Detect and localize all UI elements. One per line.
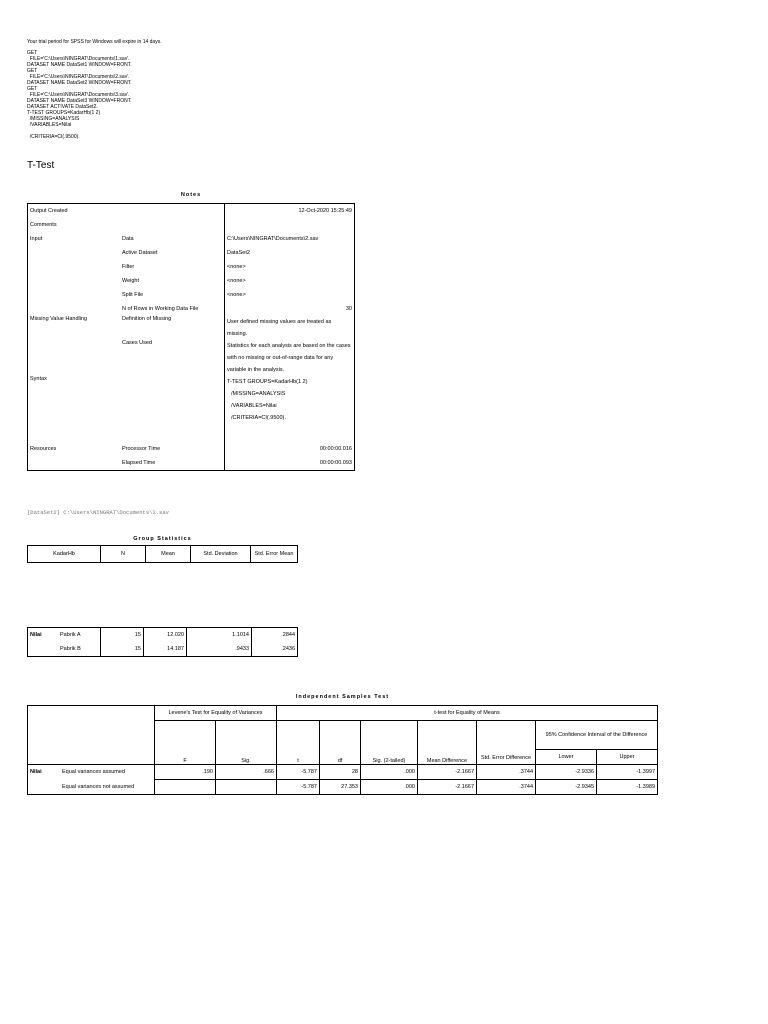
section-heading: T-Test [27,160,55,171]
column-header: Std. Deviation [191,546,251,563]
syntax-line: T-TEST GROUPS=KadarHb(1 2) [27,110,101,116]
notes-sublabel: Definition of Missing [120,316,225,340]
syntax-line: DATASET ACTIVATE DataSet2. [27,104,98,110]
syntax-log [27,50,132,140]
column-group-header: t-test for Equality of Means [277,706,658,721]
notes-sublabel: Filter [120,260,225,274]
notes-value: 12-Oct-2020 15:25:49 [298,208,352,214]
notes-syntax-value: T-TEST GROUPS=KadarHb(1 2) /MISSING=ANALYSIS /VARIABLES=Nilai /CRITERIA=CI(.9500). [227,379,308,421]
notes-value: <none> [227,292,246,298]
notes-value: Statistics for each analysis are based on the cases with no missing or out-of-range data for any variable in the analysis. [227,343,351,373]
trial-notice: Your trial period for SPSS for Windows will expire in 14 days. [27,39,162,45]
notes-sublabel: Active Dataset [120,246,225,260]
column-group-header: Levene's Test for Equality of Variances [155,706,277,721]
notes-value: <none> [227,278,246,284]
column-header: N [101,546,146,563]
dataset-line: [DataSet2] C:\Users\NINGRAT\Documents\2.sav [27,509,169,516]
group-stats-body [27,627,298,657]
notes-value: 00:00:00.016 [319,446,352,452]
column-header: Upper [597,750,658,765]
notes-sublabel: Split File [120,288,225,302]
column-group-header: 95% Confidence Interval of the Difference [536,721,658,750]
table-row: Pabrik B 15 14.187 .9433 .2436 [28,642,298,657]
table-row: Equal variances not assumed -5.787 27.353 .000 -2.1667 .3744 -2.9345 -1.3989 [28,780,658,795]
notes-sublabel: Data [120,232,225,246]
column-header: KadarHb [28,546,101,563]
table-row: Nilai Pabrik A 15 12.020 1.1014 .2844 [28,628,298,643]
syntax-line: DATASET NAME DataSet3 WINDOW=FRONT. [27,98,132,104]
notes-label: Comments [30,222,57,228]
syntax-line: DATASET NAME DataSet1 WINDOW=FRONT. [27,62,132,68]
var-label: Nilai [30,769,42,776]
notes-sublabel: Elapsed Time [120,456,225,471]
table-row: Nilai Equal variances assumed .190 .666 -5.787 28 .000 -2.1667 .3744 -2.9336 -1.3997 [28,765,658,780]
syntax-line: /VARIABLES=Nilai [27,122,72,128]
ind-test-table [27,705,658,795]
column-header: df [320,721,361,765]
column-header: Mean Difference [418,721,477,765]
notes-label: Input [30,236,43,242]
notes-sublabel: Cases Used [120,340,225,376]
notes-label: Output Created [30,208,68,214]
notes-value: 00:00:00.093 [319,460,352,466]
column-header: Std. Error Mean [251,546,298,563]
notes-sublabel: Weight [120,274,225,288]
syntax-line: GET [27,86,38,92]
notes-sublabel: Processor Time [120,442,225,456]
notes-label: Resources [30,446,57,452]
notes-value: DataSet2 [227,250,250,256]
column-header: F [155,721,216,765]
notes-sublabel: N of Rows in Working Data File [120,302,225,316]
column-header: t [277,721,320,765]
column-header: Std. Error Difference [477,721,536,765]
syntax-line: GET [27,50,38,56]
notes-title: Notes [180,192,202,198]
notes-table [27,203,355,471]
syntax-line: /MISSING=ANALYSIS [27,116,80,122]
syntax-line: /CRITERIA=CI(.9500). [27,134,80,140]
notes-value: C:\Users\NINGRAT\Documents\2.sav [227,236,319,242]
group-stats-header [27,545,298,563]
syntax-line: FILE='C:\Users\NINGRAT\Documents\2.sav'. [27,74,130,80]
notes-value: User defined missing values are treated as missing. [227,319,332,337]
notes-label: Missing Value Handling [30,316,88,322]
syntax-line: FILE='C:\Users\NINGRAT\Documents\1.sav'. [27,56,130,62]
syntax-line: GET [27,68,38,74]
var-label: Nilai [30,632,42,638]
ind-test-title: Independent Samples Test [295,694,390,700]
column-header: Sig. (2-tailed) [361,721,418,765]
syntax-line: FILE='C:\Users\NINGRAT\Documents\3.sav'. [27,92,130,98]
column-header: Sig. [216,721,277,765]
notes-value: <none> [227,264,246,270]
group-stats-title: Group Statistics [133,536,192,542]
notes-label: Syntax [30,376,47,382]
column-header: Mean [146,546,191,563]
notes-value: 30 [345,306,352,312]
column-header: Lower [536,750,597,765]
syntax-line: DATASET NAME DataSet2 WINDOW=FRONT. [27,80,132,86]
